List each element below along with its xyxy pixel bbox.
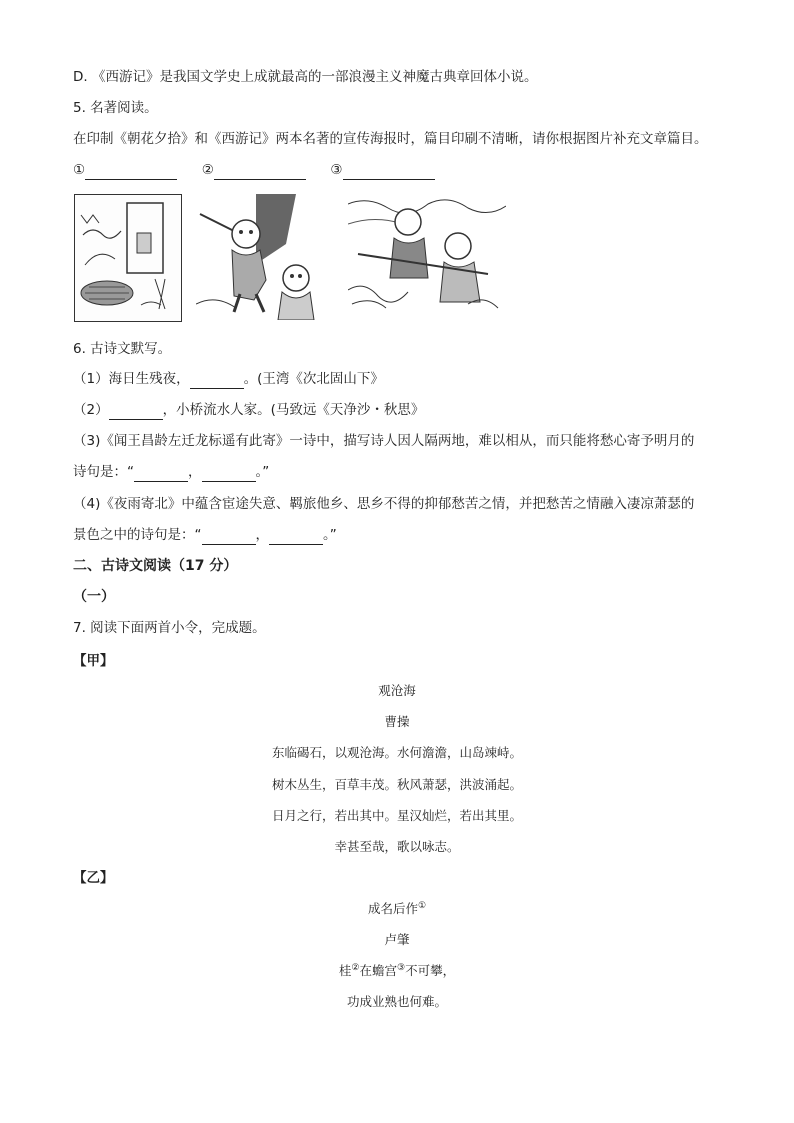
answer-blank[interactable] [109, 405, 163, 420]
footnote-mark: ② [351, 962, 360, 973]
footnote-mark: ① [417, 900, 427, 911]
question-6-item-4-line-1: （4)《夜雨寄北》中蕴含宦途失意、羁旅他乡、思乡不得的抑郁愁苦之情，并把愁苦之情融入凄凉萧瑟的 [73, 496, 695, 512]
poem-yi-line-2: 功成业熟也何难。 [346, 994, 447, 1009]
answer-blank-2[interactable] [214, 165, 306, 180]
blank-label-1: ① [73, 162, 86, 178]
answer-blank[interactable] [190, 374, 244, 389]
garden-illustration [74, 194, 182, 322]
blank-label-3: ③ [330, 162, 343, 178]
question-7-title: 7. 阅读下面两首小令，完成题。 [73, 620, 266, 636]
answer-blank[interactable] [269, 530, 323, 545]
question-6-item-3-line-1: （3)《闻王昌龄左迁龙标遥有此寄》一诗中，描写诗人因人隔两地，难以相从，而只能将愁心寄予明月的 [73, 433, 695, 449]
poem-jia-line-4: 幸甚至哉，歌以咏志。 [334, 839, 460, 854]
question-6-item-1: （1）海日生残夜， 。(王湾《次北固山下》 [73, 371, 384, 387]
section-2-part: （一） [73, 589, 115, 605]
poem-yi-author: 卢肇 [384, 932, 410, 947]
poem-yi-marker: 【乙】 [73, 870, 114, 886]
question-6-item-4-line-2: 景色之中的诗句是：“ ， 。” [73, 527, 337, 543]
battle-illustration [348, 194, 506, 320]
poem-jia-line-1: 东临碣石，以观沧海。水何澹澹，山岛竦峙。 [271, 745, 522, 760]
poem-yi-line-1: 桂②在蟾宫③不可攀， [338, 962, 456, 978]
question-5-blanks [73, 160, 435, 180]
section-2-heading: 二、古诗文阅读（17 分） [73, 558, 238, 574]
answer-blank[interactable] [134, 467, 188, 482]
blank-label-2: ② [201, 162, 214, 178]
poem-jia-line-2: 树木丛生，百草丰茂。秋风萧瑟，洪波涌起。 [271, 777, 522, 792]
footnote-mark: ③ [397, 962, 406, 973]
poem-jia-line-3: 日月之行，若出其中。星汉灿烂，若出其里。 [271, 808, 522, 823]
question-6-item-2: （2） ，小桥流水人家。(马致远《天净沙・秋思》 [73, 402, 425, 418]
answer-blank[interactable] [202, 467, 256, 482]
poem-yi-title: 成名后作① [367, 900, 427, 916]
question-5-title: 5. 名著阅读。 [73, 100, 158, 116]
question-6-item-3-line-2: 诗句是：“ ， 。” [73, 464, 270, 480]
poem-jia-marker: 【甲】 [73, 653, 114, 669]
poem-jia-author: 曹操 [384, 714, 410, 729]
answer-blank[interactable] [202, 530, 256, 545]
question-6-title: 6. 古诗文默写。 [73, 341, 172, 357]
monkey-king-illustration [196, 194, 330, 320]
answer-blank-1[interactable] [85, 165, 177, 180]
question-5-prompt: 在印制《朝花夕拾》和《西游记》两本名著的宣传海报时，篇目印刷不清晰，请你根据图片补充文章篇目。 [73, 131, 708, 147]
answer-blank-3[interactable] [343, 165, 435, 180]
poem-jia-title: 观沧海 [378, 683, 416, 698]
option-d: D. 《西游记》是我国文学史上成就最高的一部浪漫主义神魔古典章回体小说。 [73, 69, 538, 85]
